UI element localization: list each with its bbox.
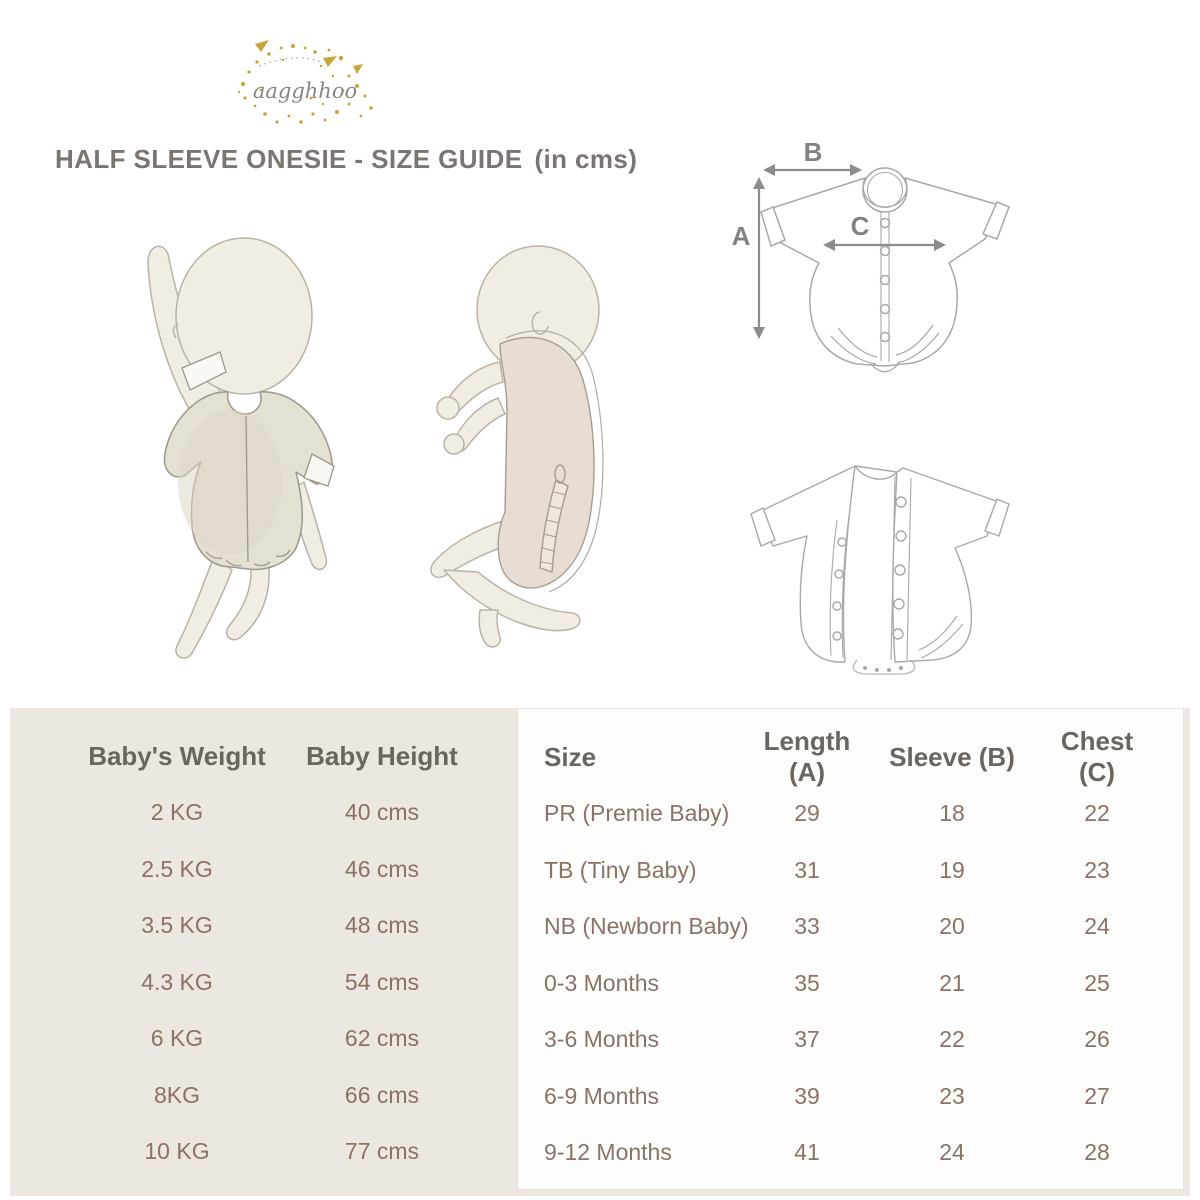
sleeve-measure-label: B — [803, 137, 823, 167]
height-cell: 40 cms — [344, 799, 420, 826]
sleeve-cell: 23 — [939, 1082, 965, 1109]
weight-height-table — [10, 708, 517, 1180]
logo-sparkle-icon — [225, 32, 385, 132]
weight-column-header: Baby's Weight — [88, 740, 266, 771]
chest-cell: 26 — [1084, 1026, 1110, 1053]
sleeve-cell: 21 — [939, 969, 965, 996]
baby-side-illustration — [388, 230, 620, 652]
sleeve-cell: 22 — [939, 1026, 965, 1053]
height-column-header: Baby Height — [306, 740, 458, 771]
table-row — [10, 1067, 517, 1124]
size-measurements-table — [518, 709, 1183, 1181]
chest-cell: 27 — [1084, 1082, 1110, 1109]
weight-cell: 8KG — [153, 1081, 201, 1108]
onesie-measurement-diagram — [713, 133, 1045, 395]
chest-cell: 23 — [1084, 856, 1110, 883]
length-column-header: Length (A) — [763, 726, 851, 788]
table-row — [10, 898, 517, 955]
table-row — [518, 786, 1183, 843]
table-row — [10, 841, 517, 898]
size-cell: TB (Tiny Baby) — [544, 856, 697, 883]
size-cell: 6-9 Months — [544, 1082, 660, 1109]
onesie-open-diagram — [745, 424, 1013, 676]
page-title-main: HALF SLEEVE ONESIE - SIZE GUIDE — [55, 144, 523, 174]
size-cell: 3-6 Months — [544, 1026, 660, 1053]
length-cell: 31 — [794, 856, 820, 883]
table-row — [518, 1012, 1183, 1069]
size-column-header: Size — [544, 741, 597, 772]
height-cell: 46 cms — [344, 855, 420, 882]
chest-column-header: Chest (C) — [1060, 726, 1134, 788]
chest-cell: 22 — [1084, 800, 1110, 827]
size-table-header-row — [518, 726, 1183, 788]
brand-logo — [225, 32, 385, 132]
baby-front-illustration — [98, 220, 356, 662]
weight-cell: 2.5 KG — [141, 855, 213, 882]
chest-cell: 24 — [1084, 913, 1110, 940]
length-measure-label: A — [731, 221, 751, 251]
weight-cell: 2 KG — [150, 799, 204, 826]
sleeve-cell: 20 — [939, 913, 965, 940]
table-row — [518, 1125, 1183, 1182]
size-cell: PR (Premie Baby) — [544, 800, 730, 827]
table-row — [518, 842, 1183, 899]
sleeve-cell: 19 — [939, 856, 965, 883]
brand-name: aagghhoo — [252, 79, 358, 103]
page-title — [55, 144, 637, 175]
length-cell: 37 — [794, 1026, 820, 1053]
chest-cell: 25 — [1084, 969, 1110, 996]
table-row — [10, 1011, 517, 1068]
weight-table-header-row — [10, 728, 517, 785]
length-cell: 29 — [794, 800, 820, 827]
chest-measure-label: C — [850, 211, 870, 241]
size-tables-panel — [10, 708, 1190, 1196]
length-cell: 33 — [794, 913, 820, 940]
weight-cell: 10 KG — [144, 1138, 210, 1165]
table-row — [518, 955, 1183, 1012]
height-cell: 66 cms — [344, 1081, 420, 1108]
height-cell: 77 cms — [344, 1138, 420, 1165]
weight-cell: 3.5 KG — [141, 912, 213, 939]
size-cell: 0-3 Months — [544, 969, 660, 996]
weight-cell: 6 KG — [150, 1025, 204, 1052]
sleeve-column-header: Sleeve (B) — [889, 741, 1015, 772]
table-row — [10, 1124, 517, 1181]
chest-cell: 28 — [1084, 1139, 1110, 1166]
length-cell: 39 — [794, 1082, 820, 1109]
height-cell: 54 cms — [344, 968, 420, 995]
height-cell: 62 cms — [344, 1025, 420, 1052]
page-title-unit: (in cms) — [534, 144, 638, 174]
size-cell: 9-12 Months — [544, 1139, 672, 1166]
size-cell: NB (Newborn Baby) — [544, 913, 749, 940]
table-row — [518, 899, 1183, 956]
size-measurements-card — [517, 708, 1184, 1190]
table-row — [518, 1068, 1183, 1125]
sleeve-cell: 18 — [939, 800, 965, 827]
length-cell: 35 — [794, 969, 820, 996]
length-cell: 41 — [794, 1139, 820, 1166]
table-row — [10, 785, 517, 842]
height-cell: 48 cms — [344, 912, 420, 939]
table-row — [10, 954, 517, 1011]
weight-cell: 4.3 KG — [141, 968, 213, 995]
sleeve-cell: 24 — [939, 1139, 965, 1166]
